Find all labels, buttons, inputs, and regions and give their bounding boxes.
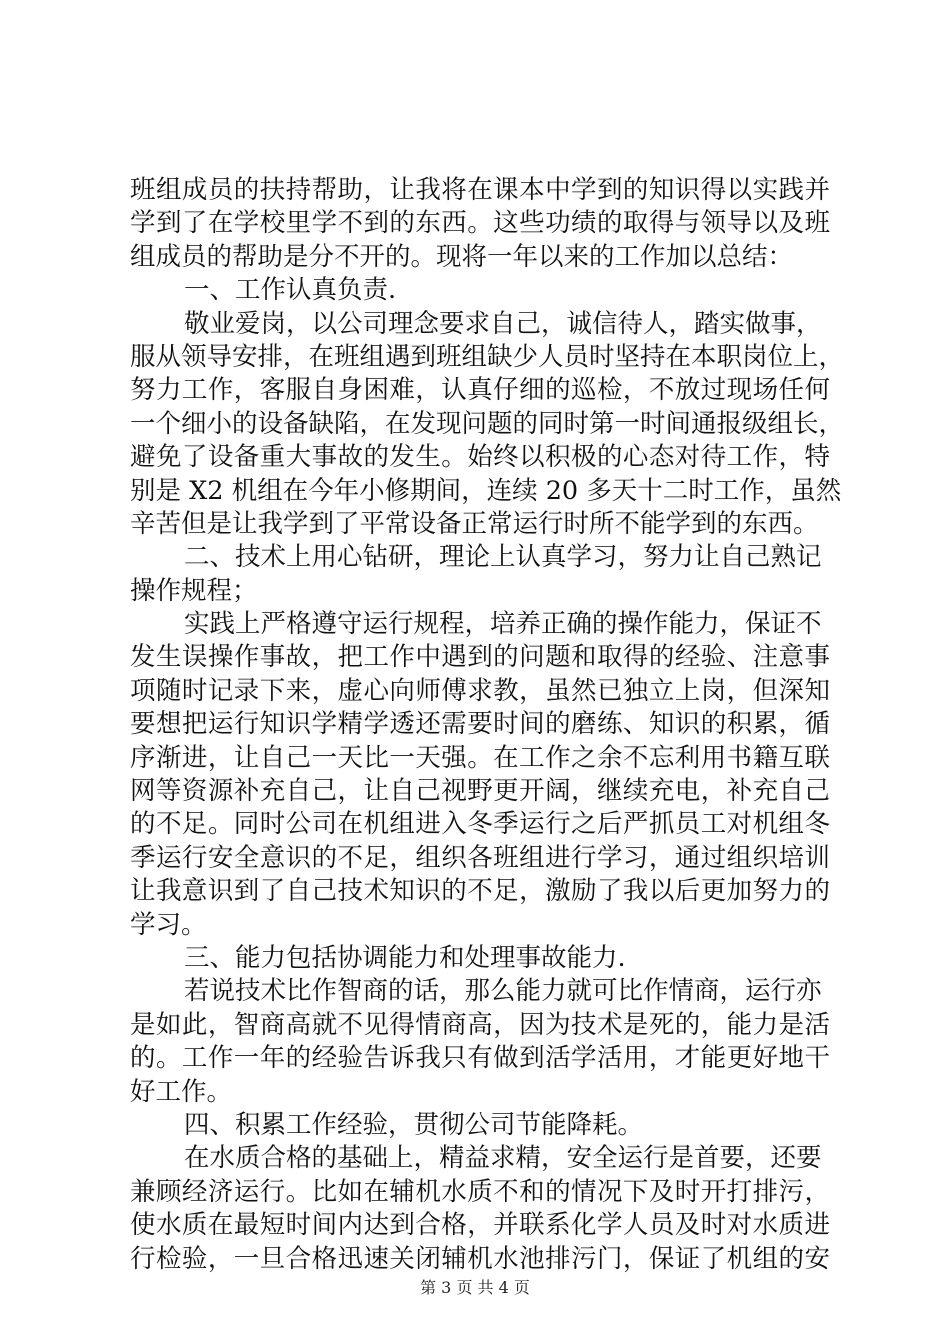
text-line: 四、积累工作经验，贯彻公司节能降耗。 <box>184 1109 644 1140</box>
text-line: 学到了在学校里学不到的东西。这些功绩的取得与领导以及班 <box>130 208 830 239</box>
text-line: 敬业爱岗，以公司理念要求自己，诚信待人，踏实做事， <box>184 308 822 339</box>
text-line: 实践上严格遵守运行规程，培养正确的操作能力，保证不 <box>184 609 822 640</box>
document-body <box>130 174 845 1276</box>
text-line: 辛苦但是让我学到了平常设备正常运行时所不能学到的东西。 <box>130 508 819 539</box>
text-line: 序渐进，让自己一天比一天强。在工作之余不忘利用书籍互联 <box>130 742 830 773</box>
text-line: 学习。 <box>130 909 207 940</box>
text-line: 服从领导安排，在班组遇到班组缺少人员时坚持在本职岗位上， <box>130 341 845 372</box>
text-line: 操作规程； <box>130 575 258 606</box>
text-line: 兼顾经济运行。比如在辅机水质不和的情况下及时开打排污， <box>130 1176 830 1207</box>
text-line: 一、工作认真负责. <box>184 275 397 306</box>
text-line: 网等资源补充自己，让自己视野更开阔，继续充电，补充自己 <box>130 776 830 807</box>
text-line: 别是 X2 机组在今年小修期间，连续 20 多天十二时工作，虽然 <box>130 475 842 506</box>
text-line: 是如此，智商高就不见得情商高，因为技术是死的，能力是活 <box>130 1009 830 1040</box>
text-line: 的不足。同时公司在机组进入冬季运行之后严抓员工对机组冬 <box>130 809 830 840</box>
text-line: 好工作。 <box>130 1076 233 1107</box>
text-line: 努力工作，客服自身困难，认真仔细的巡检，不放过现场任何 <box>130 375 830 406</box>
text-line: 在水质合格的基础上，精益求精，安全运行是首要，还要 <box>184 1143 822 1174</box>
text-line: 项随时记录下来，虚心向师傅求教，虽然已独立上岗，但深知 <box>130 675 830 706</box>
text-line: 一个细小的设备缺陷，在发现问题的同时第一时间通报级组长， <box>130 408 845 439</box>
text-line: 行检验，一旦合格迅速关闭辅机水池排污门，保证了机组的安 <box>130 1243 830 1274</box>
page-footer: 第 3 页 共 4 页 <box>420 1278 530 1297</box>
text-line: 班组成员的扶持帮助，让我将在课本中学到的知识得以实践并 <box>130 175 830 205</box>
text-line: 若说技术比作智商的话，那么能力就可比作情商，运行亦 <box>184 976 822 1007</box>
text-line: 季运行安全意识的不足，组织各班组进行学习，通过组织培训 <box>130 842 830 873</box>
text-line: 组成员的帮助是分不开的。现将一年以来的工作加以总结： <box>130 241 794 272</box>
text-line: 让我意识到了自己技术知识的不足，激励了我以后更加努力的 <box>130 876 830 907</box>
text-line: 三、能力包括协调能力和处理事故能力. <box>184 942 626 973</box>
text-line: 避免了设备重大事故的发生。始终以积极的心态对待工作，特 <box>130 442 830 473</box>
text-line: 发生误操作事故，把工作中遇到的问题和取得的经验、注意事 <box>130 642 830 673</box>
text-line: 二、技术上用心钻研，理论上认真学习，努力让自己熟记 <box>184 542 822 573</box>
text-line: 要想把运行知识学精学透还需要时间的磨练、知识的积累，循 <box>130 709 830 740</box>
text-line: 的。工作一年的经验告诉我只有做到活学活用，才能更好地干 <box>130 1043 830 1074</box>
text-line: 使水质在最短时间内达到合格，并联系化学人员及时对水质进 <box>130 1210 830 1241</box>
